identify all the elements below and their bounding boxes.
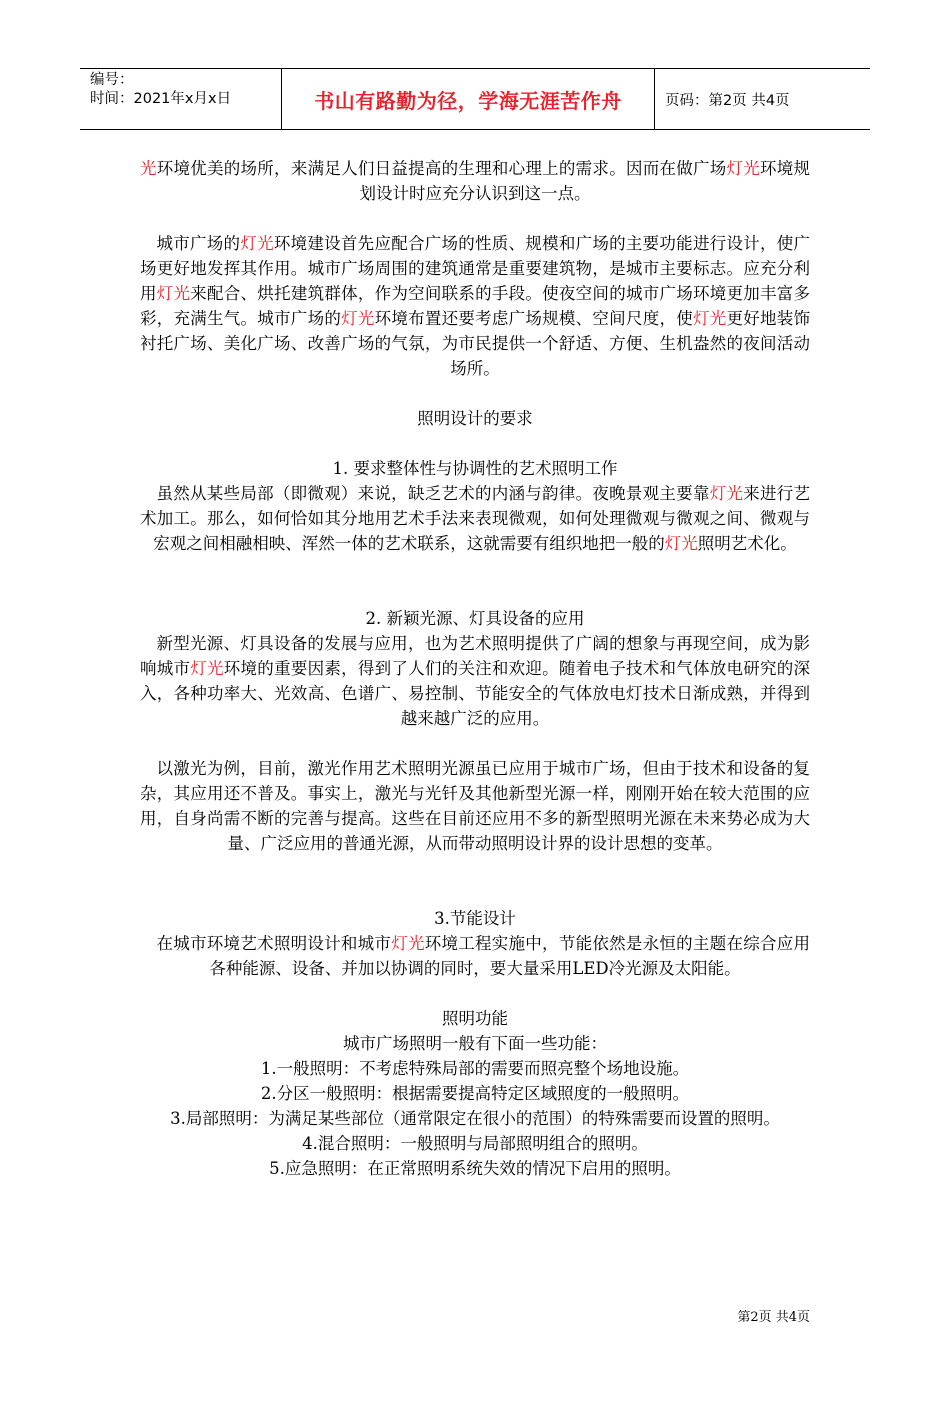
serial-label: 编号： bbox=[90, 72, 134, 88]
highlighted-term: 光 bbox=[140, 159, 157, 178]
function-item: 4.混合照明：一般照明与局部照明组合的照明。 bbox=[302, 1134, 648, 1153]
text-run: 虽然从某些局部（即微观）来说，缺乏艺术的内涵与韵律。夜晚景观主要靠 bbox=[156, 484, 710, 503]
heading-requirements: 照明设计的要求 bbox=[417, 409, 533, 428]
function-item: 1.一般照明：不考虑特殊局部的需要而照亮整个场地设施。 bbox=[260, 1059, 690, 1078]
text-run: 来配合、烘托建筑群体，作为空间联系的手段。使夜空间的城市广场环境更加丰富多彩，充满生气。城市广场的 bbox=[140, 284, 811, 328]
section-3-title: 3.节能设计 bbox=[434, 909, 516, 928]
text-run: 在城市环境艺术照明设计和城市 bbox=[156, 934, 392, 953]
text-run: 照明艺术化。 bbox=[697, 534, 797, 553]
highlighted-term: 灯光 bbox=[692, 309, 727, 328]
highlighted-term: 灯光 bbox=[156, 284, 191, 303]
functions-list bbox=[140, 1056, 810, 1181]
function-item: 2.分区一般照明：根据需要提高特定区域照度的一般照明。 bbox=[260, 1084, 690, 1103]
header-page-label: 页码：第2页 共4页 bbox=[665, 92, 790, 109]
section-2-paragraph bbox=[140, 631, 810, 731]
highlighted-term: 灯光 bbox=[664, 534, 698, 553]
highlighted-term: 灯光 bbox=[240, 234, 274, 253]
function-item: 5.应急照明：在正常照明系统失效的情况下启用的照明。 bbox=[269, 1159, 681, 1178]
motto: 书山有路勤为径，学海无涯苦作舟 bbox=[314, 88, 622, 113]
highlighted-term: 灯光 bbox=[709, 484, 744, 503]
text-run: 来进行艺术加工。那么，如何恰如其分地用艺术手法来表现微观，如何处理微观与微观之间、微观与宏观之间相融相映、浑然一体的艺术联系，这就需要有组织地把一般的 bbox=[140, 484, 811, 553]
heading-functions: 照明功能 bbox=[442, 1009, 508, 1028]
time-label: 时间：2021年x月x日 bbox=[90, 91, 232, 107]
highlighted-term: 灯光 bbox=[726, 159, 760, 178]
document-body bbox=[140, 156, 810, 1181]
text-run: 城市广场的 bbox=[156, 234, 241, 253]
highlighted-term: 灯光 bbox=[341, 309, 375, 328]
text-run: 环境的重要因素，得到了人们的关注和欢迎。随着电子技术和气体放电研究的深入，各种功率大、光效高、色谱广、易控制、节能安全的气体放电灯技术日渐成熟，并得到越来越广泛的应用。 bbox=[140, 659, 811, 728]
text-run: 更好地装饰衬托广场、美化广场、改善广场的气氛，为市民提供一个舒适、方便、生机盎然的夜间活动场所。 bbox=[140, 309, 811, 378]
section-2-title: 2. 新颖光源、灯具设备的应用 bbox=[365, 609, 585, 628]
paragraph-plaza-lighting bbox=[140, 231, 810, 381]
functions-intro: 城市广场照明一般有下面一些功能： bbox=[343, 1034, 607, 1053]
page-footer: 第2页 共4页 bbox=[737, 1310, 810, 1325]
highlighted-term: 灯光 bbox=[190, 659, 224, 678]
section-2-paragraph-laser: 以激光为例，目前，激光作用艺术照明光源虽已应用于城市广场，但由于技术和设备的复杂，其应用还不普及。事实上，激光与光钎及其他新型光源一样，刚刚开始在较大范围的应用，自身尚需不断的完善与提高。这些在目前还应用不多的新型照明光源在未来势必成为大量、广泛应用的普通光源，从而带动照明设计界的设计思想的变革。 bbox=[140, 759, 810, 853]
text-run: 环境建设首先应配合广场的性质、规模和广场的主要功能进行设计，使广场更好地发挥其作用。城市广场周围的建筑通常是重要建筑物，是城市主要标志。应充分利用 bbox=[140, 234, 811, 303]
section-1-paragraph bbox=[140, 481, 810, 556]
text-run: 环境工程实施中，节能依然是永恒的主题在综合应用各种能源、设备、并加以协调的同时，要大量采用LED冷光源及太阳能。 bbox=[209, 934, 811, 978]
highlighted-term: 灯光 bbox=[391, 934, 425, 953]
header-page-cell bbox=[655, 69, 870, 129]
text-run: 环境规划设计时应充分认识到这一点。 bbox=[359, 159, 811, 203]
header-meta-cell bbox=[80, 69, 282, 129]
header-motto-cell bbox=[282, 69, 655, 129]
text-run: 新型光源、灯具设备的发展与应用，也为艺术照明提供了广阔的想象与再现空间，成为影响城市 bbox=[140, 634, 810, 678]
text-run: 环境优美的场所，来满足人们日益提高的生理和心理上的需求。因而在做广场 bbox=[156, 159, 727, 178]
paragraph-intro-continued bbox=[140, 156, 810, 206]
section-1-title: 1. 要求整体性与协调性的艺术照明工作 bbox=[332, 459, 618, 478]
function-item: 3.局部照明：为满足某些部位（通常限定在很小的范围）的特殊需要而设置的照明。 bbox=[170, 1109, 780, 1128]
text-run: 环境布置还要考虑广场规模、空间尺度，使 bbox=[374, 309, 693, 328]
document-header bbox=[80, 68, 870, 130]
section-3-paragraph bbox=[140, 931, 810, 981]
